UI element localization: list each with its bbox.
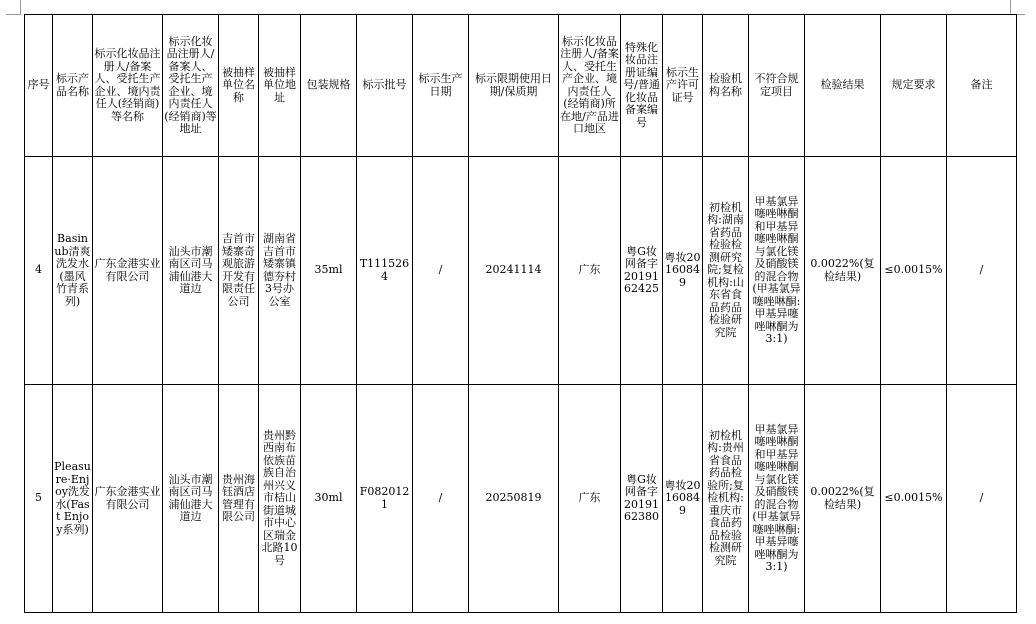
cell-batch-number: F0820121 — [357, 385, 413, 613]
header-cell-seq: 序号 — [25, 15, 53, 157]
cell-registration-number: 粤G妆网备字2019162380 — [621, 385, 663, 613]
header-cell-origin-region: 标示化妆品注册人/备案人、受托生产企业、境内责任人(经销商)所在地/产品进口地区 — [559, 15, 621, 157]
page-corner-mark-right — [1010, 0, 1025, 15]
table-row — [25, 157, 1017, 385]
header-cell-registration-number: 特殊化妆品注册证编号/普通化妆品备案编号 — [621, 15, 663, 157]
cell-sampled-unit-name: 贵州海钰酒店管理有限公司 — [219, 385, 259, 613]
cell-production-date: / — [413, 385, 469, 613]
cell-production-date: / — [413, 157, 469, 385]
cell-remarks: / — [947, 385, 1017, 613]
cell-requirement: ≤0.0015% — [881, 157, 947, 385]
table-row — [25, 385, 1017, 613]
cell-nonconforming-item: 甲基氯异噻唑啉酮和甲基异噻唑啉酮与氯化镁及硝酸镁的混合物(甲基氯异噻唑啉酮:甲基异噻唑啉酮为3:1) — [749, 157, 805, 385]
header-cell-remarks: 备注 — [947, 15, 1017, 157]
header-cell-product-name: 标示产品名称 — [53, 15, 93, 157]
cell-expiry-date: 20241114 — [469, 157, 559, 385]
header-cell-requirement: 规定要求 — [881, 15, 947, 157]
cell-sampled-unit-name: 吉首市矮寨奇观旅游开发有限责任公司 — [219, 157, 259, 385]
header-cell-production-license: 标示生产许可证号 — [663, 15, 703, 157]
header-cell-package-spec: 包装规格 — [301, 15, 357, 157]
header-cell-expiry-date: 标示限期使用日期/保质期 — [469, 15, 559, 157]
cell-inspection-agency: 初检机构:湖南省药品检验检测研究院;复检机构:山东省食品药品检验研究院 — [703, 157, 749, 385]
cell-company-name: 广东金港实业有限公司 — [93, 157, 163, 385]
cell-origin-region: 广东 — [559, 157, 621, 385]
cell-inspection-result: 0.0022%(复检结果) — [805, 385, 881, 613]
cell-company-address: 汕头市潮南区司马浦仙港大道边 — [163, 157, 219, 385]
cell-requirement: ≤0.0015% — [881, 385, 947, 613]
cell-production-license: 粤妆20160849 — [663, 385, 703, 613]
cell-batch-number: T1115264 — [357, 157, 413, 385]
cell-remarks: / — [947, 157, 1017, 385]
header-cell-inspection-agency: 检验机构名称 — [703, 15, 749, 157]
cell-nonconforming-item: 甲基氯异噻唑啉酮和甲基异噻唑啉酮与氯化镁及硝酸镁的混合物(甲基氯异噻唑啉酮:甲基异噻唑啉酮为3:1) — [749, 385, 805, 613]
cell-package-spec: 35ml — [301, 157, 357, 385]
cell-company-address: 汕头市潮南区司马浦仙港大道边 — [163, 385, 219, 613]
header-cell-batch-number: 标示批号 — [357, 15, 413, 157]
cell-production-license: 粤妆20160849 — [663, 157, 703, 385]
cell-sampled-unit-address: 贵州黔西南布依族苗族自治州兴义市桔山街道城市中心区瑞金北路10号 — [259, 385, 301, 613]
cell-registration-number: 粤G妆网备字2019162425 — [621, 157, 663, 385]
inspection-results-table — [24, 14, 1017, 613]
page-corner-mark-left — [6, 0, 21, 15]
cell-package-spec: 30ml — [301, 385, 357, 613]
header-cell-production-date: 标示生产日期 — [413, 15, 469, 157]
cell-product-name: Basinub清爽洗发水(墨风竹青系列) — [53, 157, 93, 385]
cell-company-name: 广东金港实业有限公司 — [93, 385, 163, 613]
header-cell-nonconforming-item: 不符合规定项目 — [749, 15, 805, 157]
cell-product-name: Pleasure·Enjoy洗发水(Fast Enjoy系列) — [53, 385, 93, 613]
header-cell-sampled-unit-address: 被抽样单位地址 — [259, 15, 301, 157]
cell-seq: 5 — [25, 385, 53, 613]
header-cell-inspection-result: 检验结果 — [805, 15, 881, 157]
cell-seq: 4 — [25, 157, 53, 385]
header-cell-sampled-unit-name: 被抽样单位名称 — [219, 15, 259, 157]
header-cell-company-name: 标示化妆品注册人/备案人、受托生产企业、境内责任人(经销商)等名称 — [93, 15, 163, 157]
header-cell-company-address: 标示化妆品注册人/备案人、受托生产企业、境内责任人(经销商)等地址 — [163, 15, 219, 157]
cell-inspection-result: 0.0022%(复检结果) — [805, 157, 881, 385]
table-header-row — [25, 15, 1017, 157]
cell-expiry-date: 20250819 — [469, 385, 559, 613]
cell-inspection-agency: 初检机构:贵州省食品药品检验所;复检机构:重庆市食品药品检验检测研究院 — [703, 385, 749, 613]
cell-sampled-unit-address: 湖南省吉首市矮寨镇德夯村3号办公室 — [259, 157, 301, 385]
cell-origin-region: 广东 — [559, 385, 621, 613]
